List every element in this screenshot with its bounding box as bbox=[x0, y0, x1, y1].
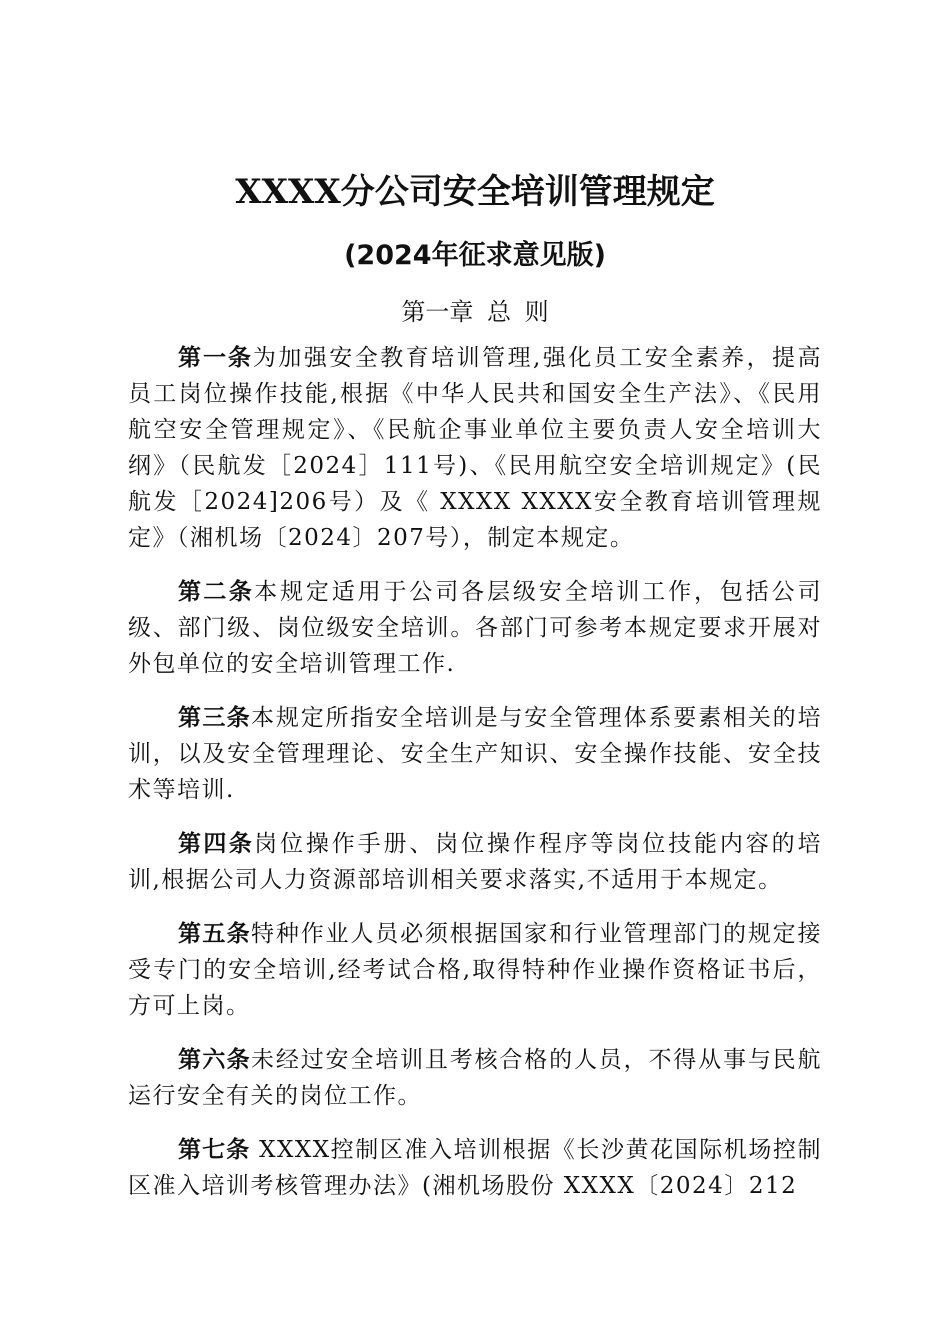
article-4 bbox=[128, 826, 822, 898]
article-6 bbox=[128, 1042, 822, 1114]
article-text: 岗位操作手册、岗位操作程序等岗位技能内容的培训,根据公司人力资源部培训相关要求落实,不适用于本规定。 bbox=[128, 831, 822, 893]
article-text: 为加强安全教育培训管理,强化员工安全素养，提高员工岗位操作技能,根据《中华人民共和国安全生产法》、《民用航空安全管理规定》、《民航企事业单位主要负责人安全培训大纲》（民航发［2024］111号)、《民用航空安全培训规定》(民航发［2024]206号）及《 XXXX XXXX安全教育培训管理规定》（湘机场〔2024〕207号），制定本规定。 bbox=[128, 345, 823, 551]
article-label: 第六条 bbox=[178, 1047, 252, 1073]
article-text: XXXX控制区准入培训根据《长沙黄花国际机场控制区准入培训考核管理办法》(湘机场股份 XXXX〔2024〕212 bbox=[128, 1137, 823, 1199]
article-7 bbox=[128, 1132, 822, 1204]
article-label: 第四条 bbox=[178, 831, 255, 857]
article-text: 特种作业人员必须根据国家和行业管理部门的规定接受专门的安全培训,经考试合格,取得特种作业操作资格证书后，方可上岗。 bbox=[128, 921, 823, 1019]
article-text: 未经过安全培训且考核合格的人员，不得从事与民航运行安全有关的岗位工作。 bbox=[128, 1047, 823, 1109]
chapter-heading: 第一章 总 则 bbox=[401, 298, 549, 326]
article-label: 第一条 bbox=[178, 345, 253, 371]
article-label: 第二条 bbox=[178, 579, 255, 605]
document-body bbox=[128, 340, 822, 1222]
article-text: 本规定适用于公司各层级安全培训工作，包括公司级、部门级、岗位级安全培训。各部门可参考本规定要求开展对外包单位的安全培训管理工作. bbox=[128, 579, 822, 677]
article-text: 本规定所指安全培训是与安全管理体系要素相关的培训，以及安全管理理论、安全生产知识、安全操作技能、安全技术等培训. bbox=[128, 705, 823, 803]
article-5 bbox=[128, 916, 822, 1024]
document-title: XXXX分公司安全培训管理规定 bbox=[235, 172, 715, 212]
article-3 bbox=[128, 700, 822, 808]
article-label: 第三条 bbox=[178, 705, 252, 731]
article-2 bbox=[128, 574, 822, 682]
document-subtitle: (2024年征求意见版) bbox=[344, 240, 606, 271]
article-label: 第五条 bbox=[178, 921, 252, 947]
article-label: 第七条 bbox=[178, 1137, 251, 1163]
article-1 bbox=[128, 340, 822, 556]
